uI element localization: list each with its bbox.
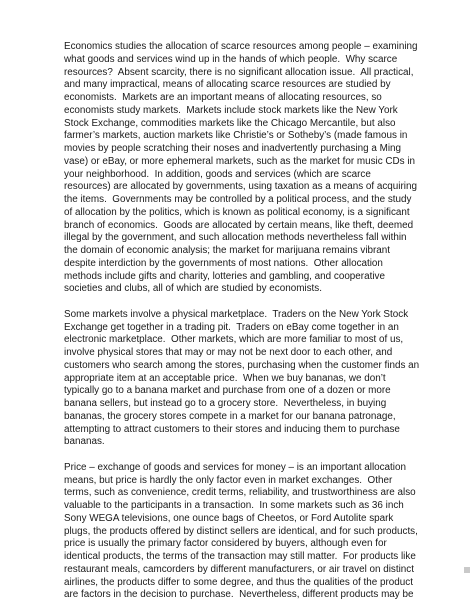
text-line: plugs, the products offered by distinct sellers are identical, and for such products, bbox=[64, 525, 418, 537]
text-line: airlines, the products differ to some degree, and thus the qualities of the product bbox=[64, 576, 413, 588]
text-line: Exchange get together in a trading pit. Traders on eBay come together in an bbox=[64, 321, 399, 333]
text-line: identical products, the terms of the transaction may still matter. For products like bbox=[64, 551, 416, 562]
text-line: means, but price is hardly the only factor even in market exchanges. Other bbox=[64, 474, 393, 486]
text-line: economists study markets. Markets include stock markets like the New York bbox=[64, 104, 398, 116]
text-line: Some markets involve a physical marketplace. Traders on the New York Stock bbox=[64, 308, 409, 320]
text-line: the domain of economic analysis; the market for marijuana remains vibrant bbox=[64, 245, 391, 256]
text-line: Economics studies the allocation of scarce resources among people – examining bbox=[64, 41, 418, 52]
text-line: Stock Exchange, commodities markets like the Chicago Mercantile, but also bbox=[64, 117, 396, 129]
text-line: societies and clubs, all of which are studied by economists. bbox=[64, 283, 322, 295]
text-line: are factors in the decision to purchase. Nevertheless, different products may be bbox=[64, 589, 414, 601]
text-line: of allocation by the politics, which is known as political economy, is a significant bbox=[64, 206, 410, 218]
paragraph-marketplace bbox=[64, 309, 420, 449]
text-line: bananas, the grocery stores compete in a market for our banana patronage, bbox=[64, 410, 396, 422]
text-line: the items. Governments may be controlled by a political process, and the study bbox=[64, 194, 412, 205]
text-line: farmer’s markets, auction markets like Christie’s or Sotheby’s (made famous in bbox=[64, 130, 408, 142]
text-line: involve physical stores that may or may not be next door to each other, and bbox=[64, 347, 393, 358]
text-line: banana sellers, but instead go to a grocery store. Nevertheless, in buying bbox=[64, 398, 387, 409]
text-line: attempting to attract customers to their stores and inducing them to purchase bbox=[64, 423, 400, 435]
text-line: your neighborhood. In addition, goods and services (which are scarce bbox=[64, 168, 371, 180]
text-line: typically go to a banana market and purchase from one of a dozen or more bbox=[64, 385, 391, 397]
text-line: illegal by the government, and such allocation methods nevertheless fall within bbox=[64, 232, 407, 244]
text-line: branch of economics. Goods are allocated by certain means, like theft, deemed bbox=[64, 219, 414, 231]
text-line: appropriate item at an acceptable price. When we buy bananas, we don’t bbox=[64, 372, 386, 384]
text-line: movies by people scratching their noses and inadvertently purchasing a Ming bbox=[64, 143, 402, 154]
document-body bbox=[64, 41, 420, 602]
paragraph-economics bbox=[64, 41, 420, 296]
text-line: bananas. bbox=[64, 436, 105, 448]
paragraph-price bbox=[64, 462, 420, 602]
corner-mark bbox=[464, 567, 470, 573]
text-line: terms, such as convenience, credit terms, reliability, and trustworthiness are also bbox=[64, 487, 416, 499]
text-line: restaurant meals, camcorders by different manufacturers, or air travel on distinct bbox=[64, 563, 414, 575]
text-line: electronic marketplace. Other markets, which are more familiar to most of us, bbox=[64, 334, 404, 346]
text-line: economists. Markets are an important means of allocating resources, so bbox=[64, 92, 382, 103]
text-line: methods include gifts and charity, lotteries and gambling, and cooperative bbox=[64, 270, 385, 282]
text-line: resources? Absent scarcity, there is no significant allocation issue. All practical, bbox=[64, 66, 414, 78]
text-line: and many impractical, means of allocating scarce resources are studied by bbox=[64, 79, 391, 91]
text-line: vase) or eBay, or more ephemeral markets, such as the market for music CDs in bbox=[64, 155, 416, 167]
text-line: despite interdiction by the governments of most nations. Other allocation bbox=[64, 257, 383, 269]
text-line: resources) are allocated by governments, using taxation as a means of acquiring bbox=[64, 181, 417, 193]
text-line: Sony WEGA televisions, one ounce bags of Cheetos, or Ford Autolite spark bbox=[64, 512, 394, 524]
text-line: valuable to the participants in a transaction. In some markets such as 36 inch bbox=[64, 500, 404, 511]
text-line: what goods and services wind up in the hands of which people. Why scarce bbox=[64, 53, 398, 65]
text-line: price is usually the primary factor considered by buyers, although even for bbox=[64, 538, 387, 550]
text-line: Price – exchange of goods and services for money – is an important allocation bbox=[64, 461, 406, 473]
text-line: customers who search among the stores, purchasing when the customer finds an bbox=[64, 359, 420, 371]
